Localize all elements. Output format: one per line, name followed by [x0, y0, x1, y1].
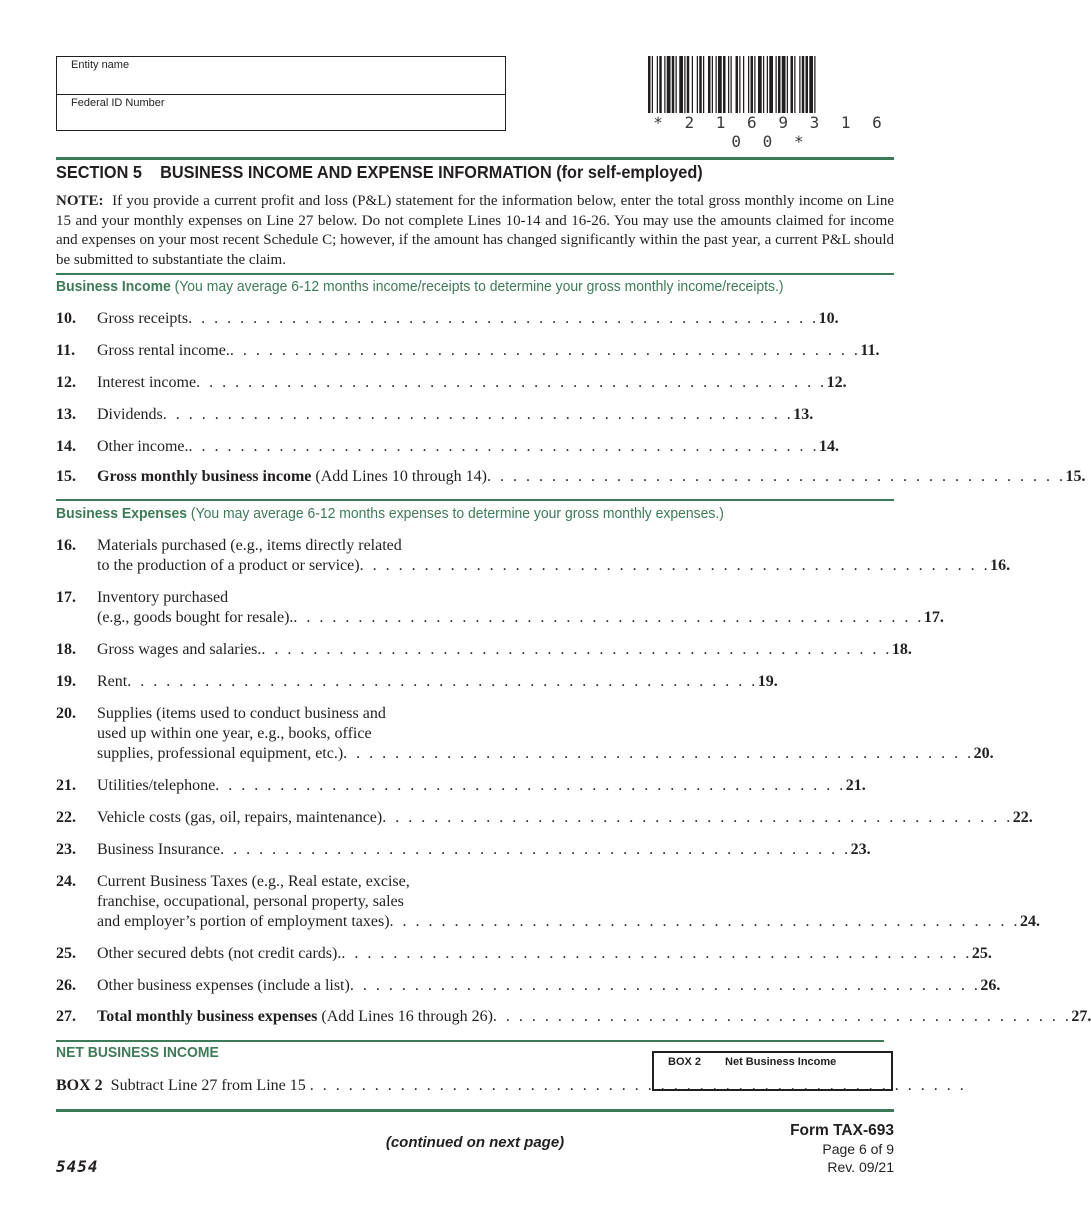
line-description: Business Insurance: [97, 841, 221, 858]
line-15-ref: 15.: [1065, 468, 1086, 485]
leader-dots: . . . . . . . . . . . . . . . . . . . . . . . . . . . . . . . . . . . . . . . . . . . . . . . . .: [220, 841, 851, 858]
line-description: Gross rental income.: [97, 342, 230, 359]
line-description: Dividends: [97, 406, 163, 423]
line-reference: 18.: [891, 641, 912, 658]
leader-dots: . . . . . . . . . . . . . . . . . . . . . . . . . . . . . . . . . . . . . . . . . . . . . . . . .: [127, 673, 758, 690]
section-top-rule: [56, 157, 894, 160]
line-description: Current Business Taxes (e.g., Real estate, excise,: [97, 873, 410, 890]
line-number: 16.: [56, 537, 76, 554]
barcode-bar: [748, 56, 749, 113]
line-number: 17.: [56, 589, 76, 606]
leader-dots: . . . . . . . . . . . . . . . . . . . . . . . . . . . . . . . . . . . . . . . . . . . . . . . . .: [229, 342, 861, 359]
leader-dots: . . . . . . . . . . . . . . . . . . . . . . . . . . . . . . . . . . . . . . . . . . . . . . . . .: [162, 406, 794, 423]
leader-dots: . . . . . . . . . . . . . . . . . . . . . . . . . . . . . . . . . . . . . . . . . . . . . . . . .: [389, 913, 1021, 930]
barcode-bar: [697, 56, 698, 113]
line-number: 25.: [56, 945, 76, 962]
barcode-bar: [703, 56, 704, 113]
line-description: Supplies (items used to conduct business and: [97, 705, 386, 722]
line-number: 26.: [56, 977, 76, 994]
line-number: 12.: [56, 374, 76, 391]
barcode-number: * 2 1 6 9 3 1 6 0 0 *: [653, 113, 888, 151]
line-description: Gross receipts: [97, 310, 189, 327]
line-description: Inventory purchased: [97, 589, 229, 606]
line-number: 18.: [56, 641, 76, 658]
form-code: 5454: [56, 1157, 99, 1176]
line-number: 24.: [56, 873, 76, 890]
continued-note: (continued on next page): [385, 1134, 565, 1151]
income-heading: Business Income: [56, 278, 171, 295]
barcode-bar: [806, 56, 809, 113]
barcode-bar: [652, 56, 653, 113]
line-reference: 19.: [757, 673, 778, 690]
barcode-bar: [736, 56, 739, 113]
footer-rule: [56, 1109, 894, 1112]
line-number: 27.: [56, 1008, 76, 1025]
leader-dots: . . . . . . . . . . . . . . . . . . . . . . . . . . . . . . . . . . . . . . . . . . . . .: [492, 1008, 1072, 1025]
line-description: Other business expenses (include a list): [97, 977, 350, 994]
barcode-bar: [787, 56, 788, 113]
leader-dots: . . . . . . . . . . . . . . . . . . . . . . . . . . . . . . . . . . . . . . . . . . . . . . . . . . .: [309, 1077, 967, 1094]
barcode-bar: [728, 56, 729, 113]
line-description: Gross wages and salaries.: [97, 641, 262, 658]
federal-id-field[interactable]: [57, 94, 505, 131]
barcode-bar: [723, 56, 726, 113]
line-reference: 22.: [1012, 809, 1033, 826]
barcode-bar: [782, 56, 786, 113]
line-number: 13.: [56, 406, 76, 423]
note-text: If you provide a current profit and loss (P&L) statement for the information below, enter the total gross monthly income on Line 15 and your monthly expenses on Line 27 below. Do not complete Lines 10-14 and 16-26. You may use the amounts claimed for income and expenses on your most recent Schedule C; however, if the amount has changed significantly within the past year, a current P&L should be submitted to substantiate the claim.: [56, 193, 894, 268]
line-number: 15.: [56, 468, 76, 485]
line-description: Other income.: [97, 438, 189, 455]
line-27-ref: 27.: [1071, 1008, 1091, 1025]
line-reference: 14.: [819, 438, 840, 455]
barcode-bar: [778, 56, 781, 113]
line-reference: 20.: [973, 745, 994, 762]
leader-dots: . . . . . . . . . . . . . . . . . . . . . . . . . . . . . . . . . . . . . . . . . . . . . . . . .: [343, 745, 974, 762]
box-2-box-label: BOX 2: [668, 1056, 702, 1068]
barcode-bar: [712, 56, 713, 113]
leader-dots: . . . . . . . . . . . . . . . . . . . . . . . . . . . . . . . . . . . . . . . . . . . . . . . . .: [349, 977, 981, 994]
line-number: 21.: [56, 777, 76, 794]
leader-dots: . . . . . . . . . . . . . . . . . . . . . . . . . . . . . . . . . . . . . . . . . . . . . . . . .: [188, 438, 820, 455]
line-number: 23.: [56, 841, 76, 858]
barcode-bar: [769, 56, 773, 113]
line-description: to the production of a product or service): [97, 557, 360, 574]
leader-dots: . . . . . . . . . . . . . . . . . . . . . . . . . . . . . . . . . . . . . . . . . . . . . . . . .: [293, 609, 924, 626]
entity-name-field[interactable]: [57, 57, 505, 94]
line-number: 10.: [56, 310, 76, 327]
barcode-bar: [667, 56, 671, 113]
barcode-bar: [687, 56, 690, 113]
line-number: 20.: [56, 705, 76, 722]
line-reference: 21.: [845, 777, 866, 794]
line-description: Other secured debts (not credit cards).: [97, 945, 342, 962]
barcode-bar: [672, 56, 675, 113]
line-description: Vehicle costs (gas, oil, repairs, maintenance): [97, 809, 383, 826]
line-reference: 25.: [971, 945, 992, 962]
federal-id-label: Federal ID Number: [71, 97, 165, 109]
line-number: 14.: [56, 438, 76, 455]
expenses-heading: Business Expenses: [56, 505, 188, 522]
page-number: Page 6 of 9: [822, 1141, 894, 1157]
barcode-bar: [814, 56, 815, 113]
box-2-label: BOX 2: [56, 1077, 103, 1094]
line-description: (e.g., goods bought for resale).: [97, 609, 294, 626]
barcode-bar: [776, 56, 777, 113]
entity-name-label: Entity name: [71, 59, 130, 71]
form-footer: [790, 1122, 894, 1176]
line-number: 22.: [56, 809, 76, 826]
leader-dots: . . . . . . . . . . . . . . . . . . . . . . . . . . . . . . . . . . . . . . . . . . . . . . . . .: [382, 809, 1013, 826]
box-2-title: Net Business Income: [725, 1056, 837, 1068]
barcode-bar: [699, 56, 702, 113]
note-label: NOTE:: [56, 193, 104, 209]
barcode-bar: [809, 56, 813, 113]
revision-date: Rev. 09/21: [827, 1159, 894, 1175]
expenses-instruction: (You may average 6-12 months expenses to determine your gross monthly expenses.): [190, 505, 724, 522]
barcode-bar: [799, 56, 800, 113]
note-paragraph: [56, 192, 894, 270]
box-2-net-income-field[interactable]: [652, 1051, 893, 1091]
income-instruction: (You may average 6-12 months income/receipts to determine your gross monthly income/receipts.): [174, 278, 784, 295]
line-27-label: Total monthly business expenses: [97, 1008, 318, 1025]
box-2-line: [56, 1076, 967, 1096]
line-description: Rent: [97, 673, 128, 690]
barcode-bar: [659, 56, 662, 113]
barcode-bar: [731, 56, 732, 113]
barcode-bar: [716, 56, 717, 113]
barcode-bar: [718, 56, 722, 113]
net-top-rule: [56, 1040, 884, 1042]
line-description: Interest income: [97, 374, 197, 391]
line-description: Materials purchased (e.g., items directly related: [97, 537, 402, 554]
line-reference: 16.: [990, 557, 1011, 574]
barcode-bar: [708, 56, 711, 113]
leader-dots: . . . . . . . . . . . . . . . . . . . . . . . . . . . . . . . . . . . . . . . . . . . . .: [486, 468, 1066, 485]
barcode-bar: [763, 56, 764, 113]
barcode-bar: [657, 56, 658, 113]
barcode-bar: [758, 56, 762, 113]
income-subheading: [56, 278, 784, 295]
line-reference: 13.: [793, 406, 814, 423]
barcode-bar: [684, 56, 685, 113]
line-reference: 24.: [1020, 913, 1041, 930]
line-reference: 12.: [826, 374, 847, 391]
leader-dots: . . . . . . . . . . . . . . . . . . . . . . . . . . . . . . . . . . . . . . . . . . . . . . . . .: [341, 945, 972, 962]
line-number: 11.: [56, 342, 76, 359]
net-heading: NET BUSINESS INCOME: [56, 1044, 219, 1061]
barcode-image: [648, 56, 893, 113]
barcode-bar: [692, 56, 693, 113]
barcode-bar: [648, 56, 651, 113]
line-description: supplies, professional equipment, etc.): [97, 745, 344, 762]
leader-dots: . . . . . . . . . . . . . . . . . . . . . . . . . . . . . . . . . . . . . . . . . . . . . . . . .: [359, 557, 991, 574]
section-number: SECTION 5: [56, 162, 142, 182]
leader-dots: . . . . . . . . . . . . . . . . . . . . . . . . . . . . . . . . . . . . . . . . . . . . . . . . .: [215, 777, 846, 794]
line-reference: 17.: [923, 609, 944, 626]
line-15-label: Gross monthly business income: [97, 468, 312, 485]
barcode-bar: [679, 56, 683, 113]
net-subheading: [56, 1044, 219, 1061]
barcode-bar: [791, 56, 794, 113]
line-15-instruction: (Add Lines 10 through 14): [315, 468, 487, 485]
line-description: used up within one year, e.g., books, office: [97, 725, 372, 742]
expenses-top-rule: [56, 499, 894, 501]
box-2-instruction: Subtract Line 27 from Line 15: [110, 1077, 306, 1094]
barcode-bar: [739, 56, 740, 113]
barcode-bar: [802, 56, 805, 113]
income-top-rule: [56, 273, 894, 275]
expenses-subheading: [56, 505, 724, 522]
barcode-bar: [676, 56, 677, 113]
leader-dots: . . . . . . . . . . . . . . . . . . . . . . . . . . . . . . . . . . . . . . . . . . . . . . . . .: [188, 310, 819, 327]
line-reference: 23.: [850, 841, 871, 858]
barcode-bar: [767, 56, 768, 113]
line-number: 19.: [56, 673, 76, 690]
barcode-bar: [743, 56, 744, 113]
line-27-instruction: (Add Lines 16 through 26): [321, 1008, 493, 1025]
barcode-bar: [754, 56, 755, 113]
leader-dots: . . . . . . . . . . . . . . . . . . . . . . . . . . . . . . . . . . . . . . . . . . . . . . . . .: [196, 374, 827, 391]
line-reference: 11.: [860, 342, 880, 359]
leader-dots: . . . . . . . . . . . . . . . . . . . . . . . . . . . . . . . . . . . . . . . . . . . . . . . . .: [261, 641, 892, 658]
line-description: Utilities/telephone: [97, 777, 216, 794]
line-reference: 26.: [980, 977, 1001, 994]
section-title: BUSINESS INCOME AND EXPENSE INFORMATION (for self-employed): [160, 162, 703, 182]
barcode-bar: [751, 56, 754, 113]
entity-info-box: [56, 56, 506, 131]
barcode-bar: [664, 56, 665, 113]
barcode-bar: [794, 56, 795, 113]
line-description: and employer’s portion of employment taxes): [97, 913, 390, 930]
form-number: Form TAX-693: [790, 1122, 894, 1139]
section-heading: [56, 162, 703, 183]
line-description: franchise, occupational, personal property, sales: [97, 893, 404, 910]
line-reference: 10.: [818, 310, 839, 327]
